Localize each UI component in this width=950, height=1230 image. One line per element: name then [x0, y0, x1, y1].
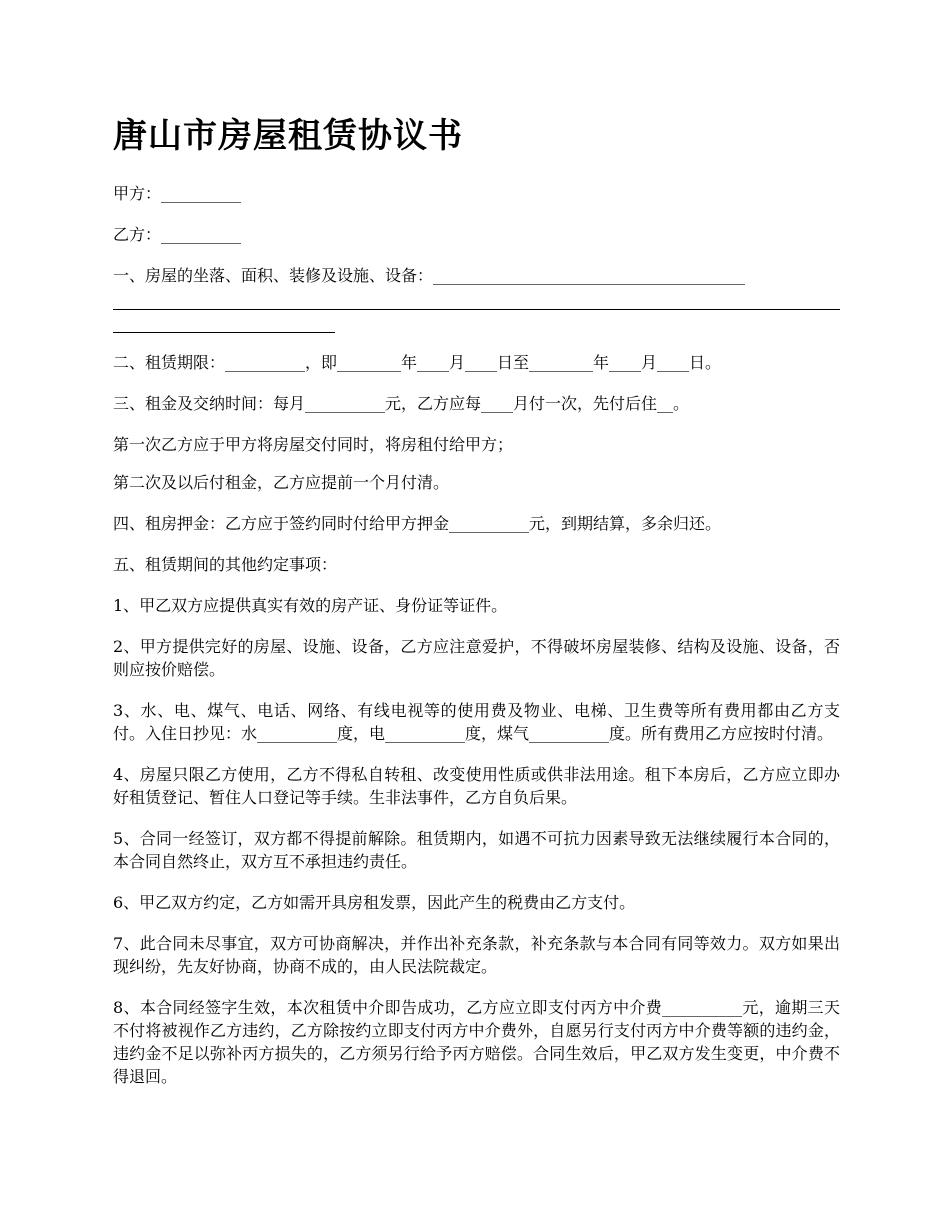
item-7: 7、此合同未尽事宜，双方可协商解决，并作出补充条款，补充条款与本合同有同等效力。双方如果出现纠纷，先友好协商，协商不成的，由人民法院裁定。	[113, 934, 840, 976]
item-5: 5、合同一经签订，双方都不得提前解除。租赁期内，如遇不可抗力因素导致无法继续履行本合同的，本合同自然终止，双方互不承担违约责任。	[113, 829, 840, 871]
clause-3: 三、租金及交纳时间：每月__________元，乙方应每____月付一次，先付后住__。	[113, 394, 690, 413]
item-4: 4、房屋只限乙方使用，乙方不得私自转租、改变使用性质或供非法用途。租下本房后，乙方应立即办好租赁登记、暂住人口登记等手续。生非法事件，乙方自负后果。	[113, 765, 840, 807]
party-b-line: 乙方：__________	[113, 225, 242, 244]
payment-later: 第二次及以后付租金，乙方应提前一个月付清。	[113, 473, 450, 492]
clause-1-text: 一、房屋的坐落、面积、装修及设施、设备：_______________________________________	[113, 266, 746, 285]
clause-1-blank-line-short	[113, 310, 335, 333]
document-page	[113, 112, 840, 1106]
document-title: 唐山市房屋租赁协议书	[113, 116, 463, 156]
party-a-line: 甲方：__________	[113, 184, 242, 203]
item-8: 8、本合同经签字生效，本次租赁中介即告成功，乙方应立即支付丙方中介费__________元，逾期三天不付将被视作乙方违约，乙方除按约立即支付丙方中介费外，自愿另行支付丙方中介费等额的违约金，违约金不足以弥补丙方损失的，乙方须另行给予丙方赔偿。合同生效后，甲乙双方发生变更，中介费不得退回。	[113, 998, 840, 1086]
clause-1-blank-line	[113, 287, 840, 310]
item-3: 3、水、电、煤气、电话、网络、有线电视等的使用费及物业、电梯、卫生费等所有费用都由乙方支付。入住日抄见：水__________度，电__________度，煤气__________度。所有费用乙方应按时付清。	[113, 701, 840, 743]
clause-5: 五、租赁期间的其他约定事项：	[113, 555, 338, 574]
payment-first: 第一次乙方应于甲方将房屋交付同时，将房租付给甲方；	[113, 435, 514, 454]
item-6: 6、甲乙双方约定，乙方如需开具房租发票，因此产生的税费由乙方支付。	[113, 893, 636, 912]
item-1: 1、甲乙双方应提供真实有效的房产证、身份证等证件。	[113, 596, 508, 615]
clause-2: 二、租赁期限：__________，即________年____月____日至________年____月____日。	[113, 353, 722, 372]
clause-1	[113, 264, 840, 333]
clause-4: 四、租房押金：乙方应于签约同时付给甲方押金__________元，到期结算，多余归还。	[113, 514, 722, 533]
item-2: 2、甲方提供完好的房屋、设施、设备，乙方应注意爱护，不得破坏房屋装修、结构及设施、设备，否则应按价赔偿。	[113, 637, 840, 679]
